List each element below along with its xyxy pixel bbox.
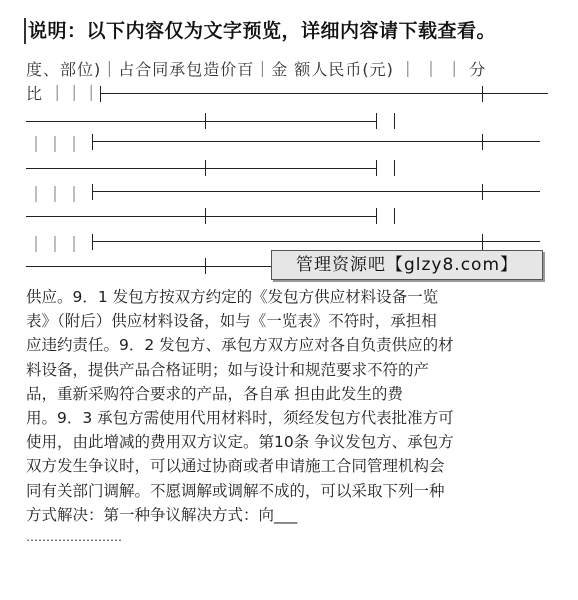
table-rule <box>92 241 540 242</box>
table-tick <box>376 113 377 129</box>
document-body <box>26 285 556 527</box>
table-tick <box>482 234 483 250</box>
table-row-label: 比 ｜｜｜ <box>26 84 101 103</box>
table-tick <box>482 134 483 150</box>
body-line: 表》（附后）供应材料设备，如与《一览表》不符时，承担相 <box>26 312 437 331</box>
body-line: 使用，由此增减的费用双方议定。第10条 争议发包方、承包方 <box>26 433 454 452</box>
body-line: 品，重新采购符合要求的产品，各自承 担由此发生的费 <box>26 384 403 403</box>
table-rule <box>92 141 540 142</box>
body-line: 双方发生争议时，可以通过协商或者申请施工合同管理机构会 <box>26 457 445 476</box>
table-tick <box>205 160 206 176</box>
body-line: 方式解决：第一种争议解决方式：向___ <box>26 505 298 524</box>
table-tick <box>205 113 206 129</box>
body-line: 供应。9．1 发包方按双方约定的《发包方供应材料设备一览 <box>26 288 439 306</box>
table-tick <box>394 160 395 176</box>
table-tick <box>394 113 395 129</box>
table-tick <box>92 134 93 150</box>
watermark-banner: 管理资源吧【glzy8.com】 <box>271 250 543 280</box>
table-rule <box>100 93 548 94</box>
table-header-row: 度、部位)｜占合同承包造价百｜金 额人民币(元) ｜ ｜ ｜ 分 <box>26 60 487 79</box>
table-cell-bars: ｜｜｜ <box>28 235 86 254</box>
table-tick <box>205 208 206 224</box>
table-cell-bars: ｜｜｜ <box>28 185 86 204</box>
table-tick <box>394 208 395 224</box>
table-tick <box>100 86 101 102</box>
table-cell-bars: ｜｜｜ <box>28 135 86 154</box>
table-tick <box>92 234 93 250</box>
continuation-ellipsis: …………………… <box>26 530 122 544</box>
table-rule <box>92 191 540 192</box>
table-tick <box>92 184 93 200</box>
body-line: 同有关部门调解。不愿调解或调解不成的，可以采取下列一种 <box>26 481 445 500</box>
table-tick <box>376 208 377 224</box>
table-tick <box>482 184 483 200</box>
body-line: 料设备，提供产品合格证明；如与设计和规范要求不符的产 <box>26 360 430 379</box>
table-rule <box>26 216 376 217</box>
table-tick <box>376 160 377 176</box>
body-line: 应违约责任。9．2 发包方、承包方双方应对各自负责供应的材 <box>26 336 454 355</box>
table-tick <box>482 86 483 102</box>
body-line: 用。9．3 承包方需使用代用材料时，须经发包方代表批准方可 <box>26 409 454 428</box>
table-rule <box>26 266 272 267</box>
table-tick <box>205 258 206 274</box>
preview-notice: 说明：以下内容仅为文字预览，详细内容请下载查看。 <box>24 18 568 44</box>
table-rule <box>26 121 376 122</box>
table-rule <box>26 168 376 169</box>
